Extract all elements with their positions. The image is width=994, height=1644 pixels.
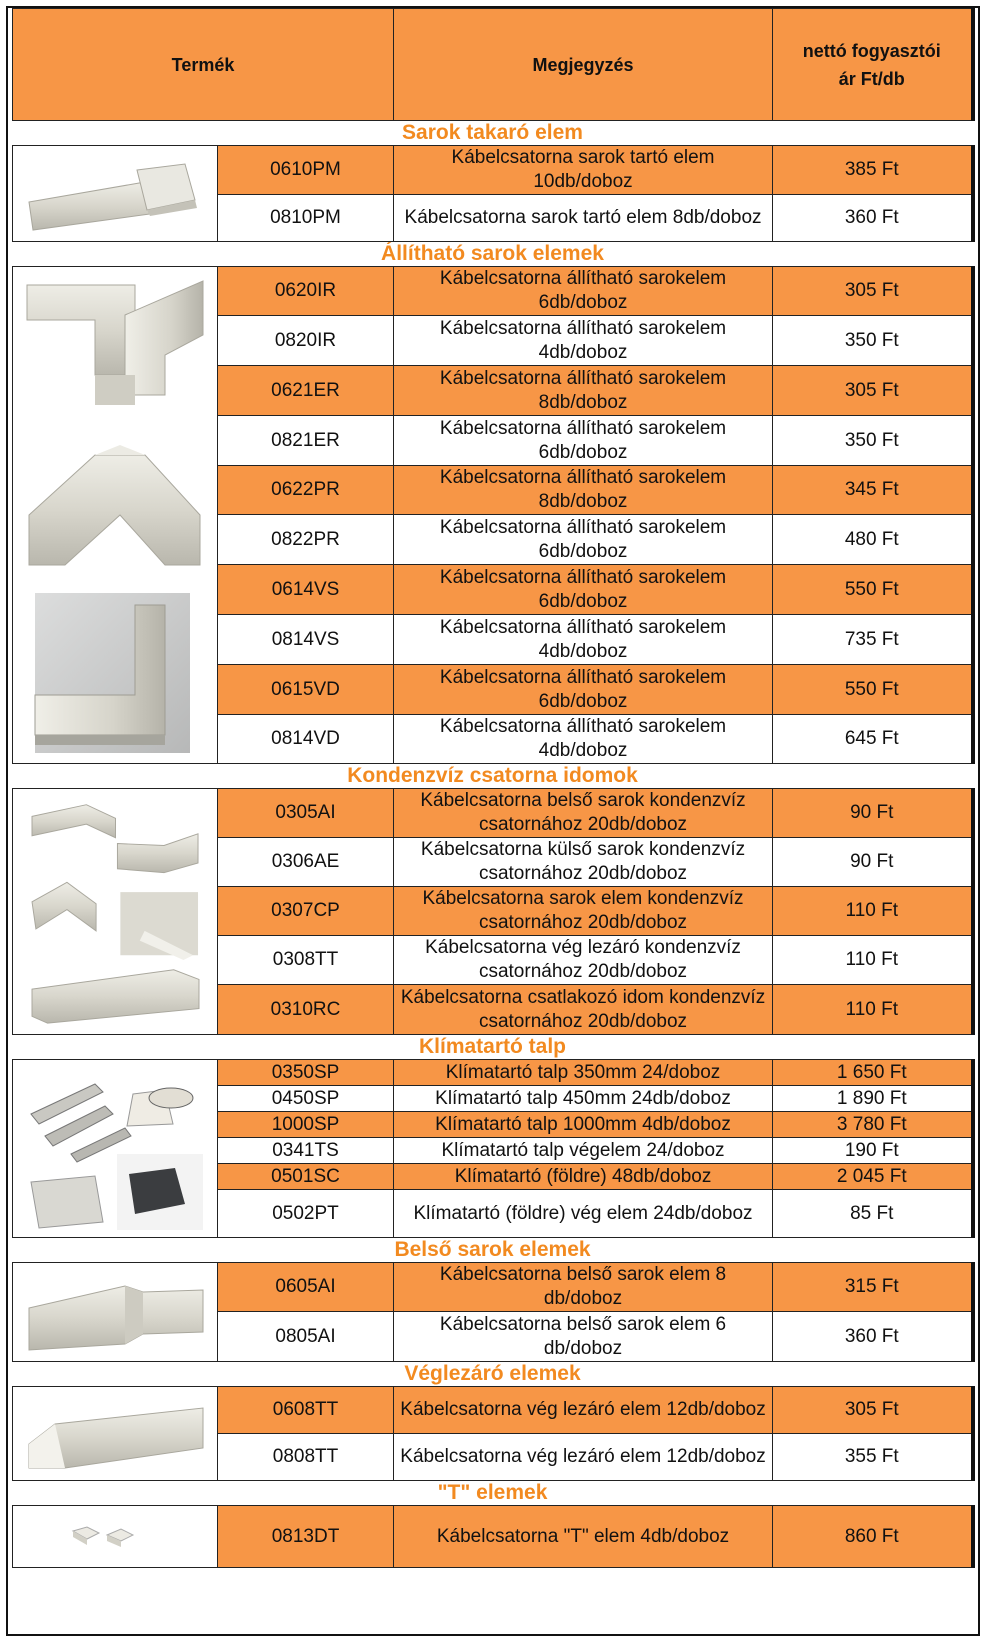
product-price: 1 650 Ft — [773, 1060, 973, 1086]
product-row — [13, 1060, 973, 1086]
product-image-graphic — [25, 1064, 205, 1234]
product-code: 0307CP — [218, 887, 394, 936]
product-note: Kábelcsatorna állítható sarokelem 6db/doboz — [439, 666, 727, 712]
section-header — [13, 121, 973, 146]
product-note-cell — [394, 1263, 773, 1312]
product-code: 0310RC — [218, 985, 394, 1035]
product-code: 0620IR — [218, 267, 394, 316]
product-note-cell — [394, 146, 773, 195]
product-note-cell — [394, 887, 773, 936]
product-price: 360 Ft — [773, 195, 973, 242]
product-note-cell — [394, 1190, 773, 1238]
product-row — [13, 267, 973, 316]
section-title: Állítható sarok elemek — [13, 242, 973, 267]
product-price: 1 890 Ft — [773, 1086, 973, 1112]
product-note-cell — [394, 838, 773, 887]
product-price: 735 Ft — [773, 615, 973, 665]
product-row — [13, 146, 973, 195]
price-table — [12, 8, 975, 1568]
product-code: 0350SP — [218, 1060, 394, 1086]
product-code: 0621ER — [218, 366, 394, 416]
product-price: 305 Ft — [773, 267, 973, 316]
product-price: 305 Ft — [773, 1387, 973, 1434]
header-price: nettó fogyasztói ár Ft/db — [773, 9, 973, 121]
product-code: 0610PM — [218, 146, 394, 195]
product-price: 90 Ft — [773, 838, 973, 887]
product-note: Kábelcsatorna állítható sarokelem 8db/doboz — [439, 367, 727, 413]
product-image-graphic — [25, 795, 205, 1028]
product-note: Kábelcsatorna belső sarok elem 6 db/doboz — [439, 1313, 727, 1359]
product-code: 0308TT — [218, 936, 394, 985]
product-note: Kábelcsatorna belső sarok elem 8 db/doboz — [439, 1264, 727, 1309]
product-price: 315 Ft — [773, 1263, 973, 1312]
product-image — [13, 1387, 218, 1481]
product-code: 0821ER — [218, 416, 394, 466]
section-title: "T" elemek — [13, 1481, 973, 1506]
product-row — [13, 1263, 973, 1312]
product-note: Kábelcsatorna csatlakozó idom kondenzvíz csatornához 20db/doboz — [400, 986, 766, 1032]
product-note-cell — [394, 1434, 773, 1481]
product-note: Kábelcsatorna belső sarok kondenzvíz csatornához 20db/doboz — [420, 790, 746, 835]
section-title: Belső sarok elemek — [13, 1238, 973, 1263]
section-title: Kondenzvíz csatorna idomok — [13, 764, 973, 789]
product-note-cell — [394, 985, 773, 1035]
section-title: Véglezáró elemek — [13, 1362, 973, 1387]
product-price: 305 Ft — [773, 366, 973, 416]
product-image — [13, 789, 218, 1035]
product-note-cell — [394, 195, 773, 242]
product-note: Klímatartó talp 350mm 24/doboz — [445, 1061, 721, 1083]
product-note: Klímatartó talp 450mm 24db/doboz — [435, 1087, 731, 1109]
product-note-cell — [394, 1086, 773, 1112]
section-title: Sarok takaró elem — [13, 121, 973, 146]
product-price: 350 Ft — [773, 316, 973, 366]
product-image-graphic — [25, 275, 205, 755]
product-note: Kábelcsatorna sarok tartó elem 8db/doboz — [404, 207, 762, 228]
section-header — [13, 1238, 973, 1263]
product-code: 0615VD — [218, 665, 394, 715]
product-row — [13, 1506, 973, 1568]
table-body — [13, 121, 973, 1568]
product-note-cell — [394, 515, 773, 565]
header-note: Megjegyzés — [394, 9, 773, 121]
product-note: Kábelcsatorna állítható sarokelem 4db/doboz — [439, 616, 727, 662]
product-price: 110 Ft — [773, 936, 973, 985]
product-note-cell — [394, 416, 773, 466]
product-code: 0501SC — [218, 1164, 394, 1190]
product-note: Kábelcsatorna sarok tartó elem 10db/doboz — [451, 147, 715, 192]
product-price: 860 Ft — [773, 1506, 973, 1568]
product-note: Kábelcsatorna külső sarok kondenzvíz csatornához 20db/doboz — [420, 839, 746, 884]
product-code: 0820IR — [218, 316, 394, 366]
product-code: 0450SP — [218, 1086, 394, 1112]
product-code: 0305AI — [218, 789, 394, 838]
product-image-graphic — [25, 1517, 205, 1557]
product-code: 0622PR — [218, 466, 394, 515]
product-price: 385 Ft — [773, 146, 973, 195]
product-note: Kábelcsatorna vég lezáró kondenzvíz csatornához 20db/doboz — [425, 937, 741, 982]
product-code: 0502PT — [218, 1190, 394, 1238]
product-price: 85 Ft — [773, 1190, 973, 1238]
product-code: 0605AI — [218, 1263, 394, 1312]
product-image — [13, 1263, 218, 1362]
product-note-cell — [394, 1164, 773, 1190]
product-code: 0614VS — [218, 565, 394, 615]
product-price: 550 Ft — [773, 665, 973, 715]
product-note-cell — [394, 267, 773, 316]
product-price: 550 Ft — [773, 565, 973, 615]
product-price: 480 Ft — [773, 515, 973, 565]
product-note: Klímatartó talp 1000mm 4db/doboz — [435, 1113, 731, 1135]
product-code: 0814VS — [218, 615, 394, 665]
product-note-cell — [394, 789, 773, 838]
product-note-cell — [394, 1312, 773, 1362]
product-code: 0341TS — [218, 1138, 394, 1164]
product-image — [13, 1060, 218, 1238]
product-code: 0608TT — [218, 1387, 394, 1434]
product-note: Kábelcsatorna "T" elem 4db/doboz — [436, 1525, 730, 1547]
header-row — [13, 9, 973, 121]
price-list-sheet — [6, 6, 980, 1636]
product-price: 110 Ft — [773, 985, 973, 1035]
section-title: Klímatartó talp — [13, 1035, 973, 1060]
product-note: Kábelcsatorna állítható sarokelem 6db/doboz — [439, 417, 727, 463]
product-code: 0813DT — [218, 1506, 394, 1568]
product-price: 360 Ft — [773, 1312, 973, 1362]
product-price: 190 Ft — [773, 1138, 973, 1164]
product-price: 2 045 Ft — [773, 1164, 973, 1190]
product-note-cell — [394, 466, 773, 515]
section-header — [13, 242, 973, 267]
product-note: Kábelcsatorna állítható sarokelem 4db/doboz — [439, 317, 727, 363]
product-price: 90 Ft — [773, 789, 973, 838]
product-price: 645 Ft — [773, 715, 973, 764]
section-header — [13, 1481, 973, 1506]
product-note: Klímatartó (földre) 48db/doboz — [454, 1165, 712, 1187]
product-note: Kábelcsatorna állítható sarokelem 6db/doboz — [439, 516, 727, 562]
product-note-cell — [394, 1112, 773, 1138]
product-note-cell — [394, 1387, 773, 1434]
product-price: 345 Ft — [773, 466, 973, 515]
section-header — [13, 1362, 973, 1387]
header-product: Termék — [13, 9, 394, 121]
product-note-cell — [394, 316, 773, 366]
product-note-cell — [394, 936, 773, 985]
product-price: 110 Ft — [773, 887, 973, 936]
product-image-graphic — [25, 1394, 205, 1474]
product-code: 0808TT — [218, 1434, 394, 1481]
product-code: 1000SP — [218, 1112, 394, 1138]
product-note-cell — [394, 1060, 773, 1086]
product-row — [13, 1387, 973, 1434]
product-note-cell — [394, 665, 773, 715]
product-row — [13, 789, 973, 838]
product-note: Kábelcsatorna vég lezáró elem 12db/doboz — [400, 1399, 766, 1420]
section-header — [13, 764, 973, 789]
product-price: 355 Ft — [773, 1434, 973, 1481]
product-image — [13, 267, 218, 764]
section-header — [13, 1035, 973, 1060]
product-note: Kábelcsatorna állítható sarokelem 6db/doboz — [439, 566, 727, 612]
product-price: 3 780 Ft — [773, 1112, 973, 1138]
product-code: 0822PR — [218, 515, 394, 565]
product-image-graphic — [25, 1272, 205, 1352]
product-code: 0810PM — [218, 195, 394, 242]
product-note-cell — [394, 1138, 773, 1164]
product-note: Klímatartó (földre) vég elem 24db/doboz — [413, 1202, 753, 1224]
product-price: 350 Ft — [773, 416, 973, 466]
product-code: 0814VD — [218, 715, 394, 764]
product-note: Kábelcsatorna állítható sarokelem 8db/doboz — [439, 467, 727, 512]
product-code: 0306AE — [218, 838, 394, 887]
product-note-cell — [394, 615, 773, 665]
product-image — [13, 1506, 218, 1568]
product-code: 0805AI — [218, 1312, 394, 1362]
product-note-cell — [394, 1506, 773, 1568]
product-note: Klímatartó talp végelem 24/doboz — [441, 1139, 725, 1161]
product-note: Kábelcsatorna állítható sarokelem 4db/doboz — [439, 716, 727, 761]
product-note-cell — [394, 565, 773, 615]
product-note: Kábelcsatorna vég lezáró elem 12db/doboz — [400, 1446, 766, 1467]
product-image-graphic — [25, 154, 205, 234]
product-note-cell — [394, 366, 773, 416]
product-note-cell — [394, 715, 773, 764]
product-note: Kábelcsatorna sarok elem kondenzvíz csatornához 20db/doboz — [422, 888, 744, 933]
product-image — [13, 146, 218, 242]
product-note: Kábelcsatorna állítható sarokelem 6db/doboz — [439, 268, 727, 313]
